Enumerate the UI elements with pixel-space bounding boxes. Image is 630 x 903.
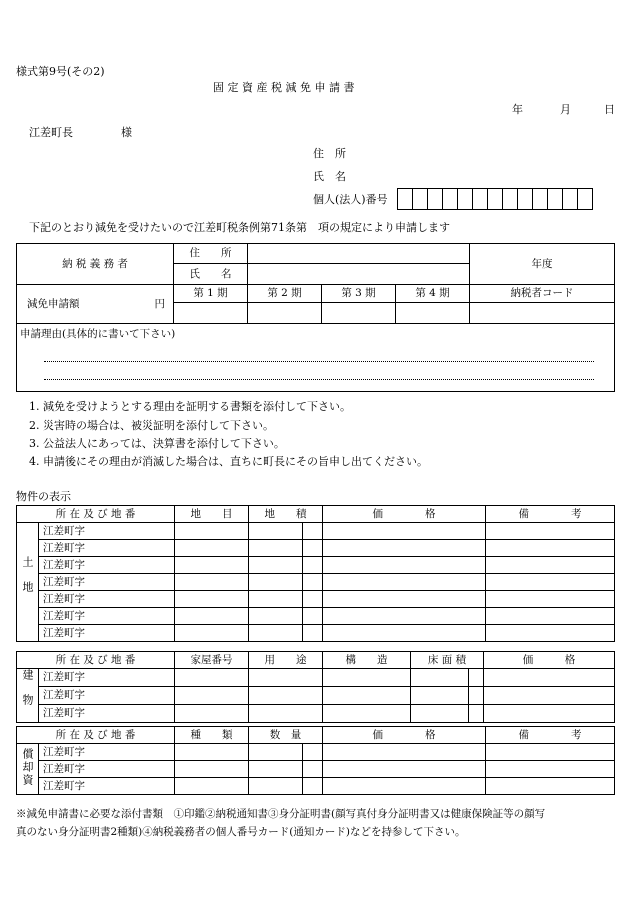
depreciable-header-remarks: 備 考 <box>486 727 615 744</box>
period-4-label: 第 4 期 <box>396 285 470 303</box>
reason-cell[interactable] <box>17 324 615 392</box>
land-location-cell[interactable]: 江差町字 <box>39 574 175 591</box>
land-header-category: 地 目 <box>175 506 249 523</box>
id-digit-box[interactable] <box>547 188 563 210</box>
property-heading: 物件の表示 <box>16 490 71 503</box>
note-4: 4. 申請後にその理由が消滅した場合は、直ちに町長にその旨申し出てください。 <box>29 455 428 468</box>
exemption-amount-cell[interactable] <box>17 285 174 324</box>
depreciable-header-location: 所 在 及 び 地 番 <box>17 727 175 744</box>
applicant-id-label: 個人(法人)番号 <box>313 193 388 206</box>
depreciable-assets-table <box>16 726 615 795</box>
id-digit-box[interactable] <box>562 188 578 210</box>
taxpayer-code-field[interactable] <box>470 303 615 324</box>
footer-note-line-1: ※減免申請書に必要な添付書類 ①印鑑②納税通知書③身分証明書(顔写真付身分証明書又は健康保険証等の顔写 <box>16 808 546 820</box>
period-2-label: 第 2 期 <box>248 285 322 303</box>
land-location-cell[interactable]: 江差町字 <box>39 591 175 608</box>
id-digit-box[interactable] <box>532 188 548 210</box>
depreciable-location-cell[interactable]: 江差町字 <box>39 778 175 795</box>
land-header-remarks: 備 考 <box>486 506 615 523</box>
addressee: 江差町長 <box>29 126 73 139</box>
building-header-price: 価 格 <box>484 652 615 669</box>
id-digit-box[interactable] <box>502 188 518 210</box>
land-header-area: 地 積 <box>249 506 323 523</box>
land-side-label: 土地 <box>17 523 39 642</box>
taxpayer-table <box>16 243 615 392</box>
land-header-price: 価 格 <box>323 506 486 523</box>
building-header-structure: 構 造 <box>323 652 411 669</box>
depreciable-header-price: 価 格 <box>323 727 486 744</box>
depreciable-location-cell[interactable]: 江差町字 <box>39 744 175 761</box>
depreciable-header-type: 種 類 <box>175 727 249 744</box>
id-digit-box[interactable] <box>577 188 593 210</box>
id-digit-box[interactable] <box>427 188 443 210</box>
building-header-location: 所 在 及 び 地 番 <box>17 652 175 669</box>
fiscal-year-label[interactable]: 年度 <box>470 244 615 285</box>
period-1-field[interactable] <box>174 303 248 324</box>
depreciable-location-cell[interactable]: 江差町字 <box>39 761 175 778</box>
taxpayer-label: 納 税 義 務 者 <box>17 244 174 285</box>
period-3-field[interactable] <box>322 303 396 324</box>
building-location-cell[interactable]: 江差町字 <box>39 704 175 722</box>
id-digit-box[interactable] <box>412 188 428 210</box>
land-location-cell[interactable]: 江差町字 <box>39 557 175 574</box>
id-number-boxes[interactable] <box>398 188 593 210</box>
date-year-label: 年 <box>512 103 523 116</box>
building-location-cell[interactable]: 江差町字 <box>39 669 175 687</box>
land-table <box>16 505 615 642</box>
building-side-label: 建物 <box>17 669 39 723</box>
taxpayer-name-label: 氏 名 <box>174 264 248 285</box>
yen-unit: 円 <box>154 297 165 310</box>
building-location-cell[interactable]: 江差町字 <box>39 686 175 704</box>
id-digit-box[interactable] <box>487 188 503 210</box>
reason-dotted-line <box>44 361 594 362</box>
reason-dotted-line <box>44 379 594 380</box>
taxpayer-code-label: 納税者コード <box>470 285 615 303</box>
building-header-use: 用 途 <box>249 652 323 669</box>
land-location-cell[interactable]: 江差町字 <box>39 523 175 540</box>
id-digit-box[interactable] <box>472 188 488 210</box>
period-4-field[interactable] <box>396 303 470 324</box>
taxpayer-name-field[interactable] <box>248 264 470 285</box>
id-digit-box[interactable] <box>517 188 533 210</box>
building-header-house-number: 家屋番号 <box>175 652 249 669</box>
applicant-name-label: 氏 名 <box>313 170 346 183</box>
id-digit-box[interactable] <box>442 188 458 210</box>
building-header-floor-area: 床 面 積 <box>411 652 484 669</box>
exemption-amount-label: 減免申請額 <box>27 297 80 310</box>
period-3-label: 第 3 期 <box>322 285 396 303</box>
id-digit-box[interactable] <box>397 188 413 210</box>
date-month-label: 月 <box>560 103 571 116</box>
land-location-cell[interactable]: 江差町字 <box>39 608 175 625</box>
depreciable-side-label: 償却資 <box>17 744 39 795</box>
addressee-honorific: 様 <box>121 126 132 139</box>
note-3: 3. 公益法人にあっては、決算書を添付して下さい。 <box>29 437 285 450</box>
land-location-cell[interactable]: 江差町字 <box>39 540 175 557</box>
taxpayer-address-label: 住 所 <box>174 244 248 264</box>
depreciable-header-quantity: 数 量 <box>249 727 323 744</box>
note-2: 2. 災害時の場合は、被災証明を添付して下さい。 <box>29 419 274 432</box>
note-1: 1. 減免を受けようとする理由を証明する書類を添付して下さい。 <box>29 400 351 413</box>
period-1-label: 第 1 期 <box>174 285 248 303</box>
applicant-address-label: 住 所 <box>313 147 346 160</box>
application-statement: 下記のとおり減免を受けたいので江差町税条例第71条第 項の規定により申請します <box>29 221 450 234</box>
period-2-field[interactable] <box>248 303 322 324</box>
taxpayer-address-field[interactable] <box>248 244 470 264</box>
land-location-cell[interactable]: 江差町字 <box>39 625 175 642</box>
form-number: 様式第9号(その2) <box>16 65 105 78</box>
building-table <box>16 651 615 723</box>
id-digit-box[interactable] <box>457 188 473 210</box>
footer-note-line-2: 真のない身分証明書2種類)④納税義務者の個人番号カード(通知カード)などを持参して下さい。 <box>16 826 466 838</box>
date-day-label: 日 <box>604 103 615 116</box>
land-header-location: 所 在 及 び 地 番 <box>17 506 175 523</box>
page-title: 固 定 資 産 税 減 免 申 請 書 <box>213 81 355 94</box>
reason-label: 申請理由(具体的に書いて下さい) <box>20 328 176 340</box>
